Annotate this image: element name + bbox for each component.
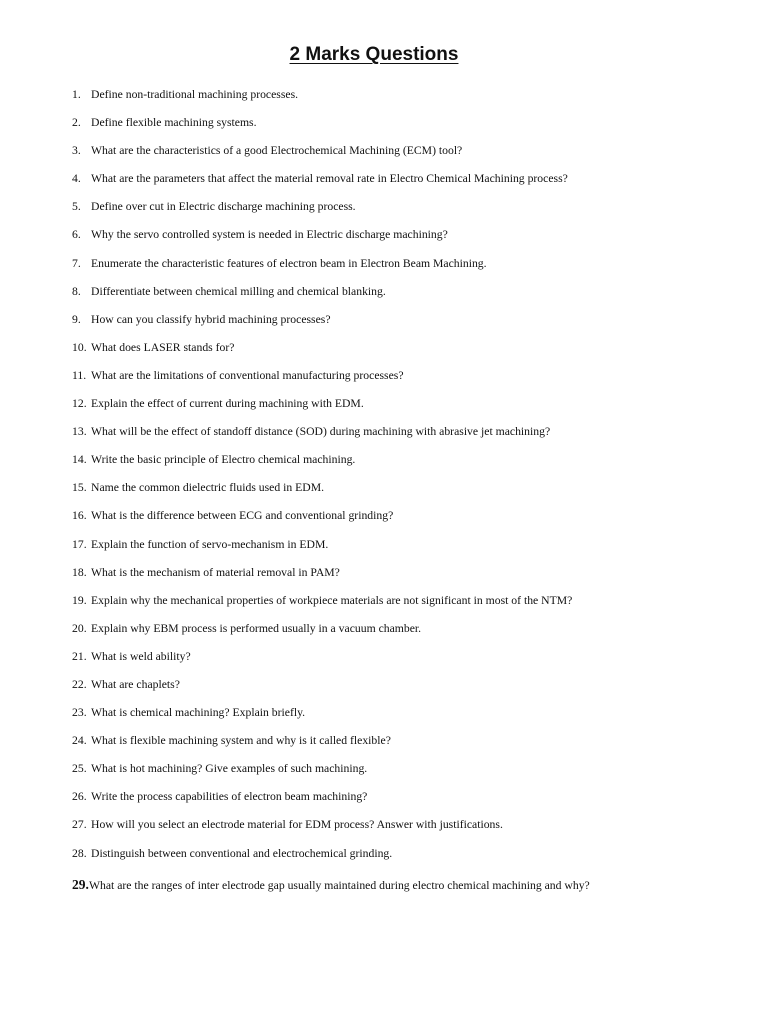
question-item [72,115,752,143]
question-text: How can you classify hybrid machining processes? [91,312,331,326]
question-text: Write the basic principle of Electro chemical machining. [91,453,356,467]
question-number: 26. [72,790,87,804]
question-number: 5. [72,200,81,214]
question-item [72,284,752,312]
question-text: What are the limitations of conventional manufacturing processes? [91,368,404,382]
question-item [72,877,752,905]
question-item [72,705,752,733]
question-text: Enumerate the characteristic features of electron beam in Electron Beam Machining. [91,256,487,270]
question-number: 22. [72,677,87,691]
question-number: 7. [72,256,81,270]
question-text: What is hot machining? Give examples of such machining. [91,762,368,776]
question-text: Explain why EBM process is performed usually in a vacuum chamber. [91,621,422,635]
question-number: 11. [72,368,87,382]
question-item [72,143,752,171]
question-item [72,789,752,817]
question-text: Define over cut in Electric discharge machining process. [91,200,356,214]
question-number: 17. [72,537,87,551]
question-number: 29. [72,876,89,892]
question-number: 21. [72,649,87,663]
question-text: What does LASER stands for? [91,340,235,354]
question-text: What are the characteristics of a good Electrochemical Machining (ECM) tool? [91,144,463,158]
question-text: What are the ranges of inter electrode gap usually maintained during electro chemical machining and why? [89,878,590,892]
question-number: 24. [72,734,87,748]
question-number: 28. [72,846,87,860]
question-text: What will be the effect of standoff distance (SOD) during machining with abrasive jet machining? [91,425,551,439]
question-item [72,621,752,649]
question-item [72,846,752,874]
question-text: Differentiate between chemical milling and chemical blanking. [91,284,386,298]
question-text: What are chaplets? [91,677,180,691]
question-number: 16. [72,509,87,523]
question-text: How will you select an electrode material for EDM process? Answer with justifications. [91,818,503,832]
question-number: 2. [72,116,81,130]
question-list [72,87,752,905]
question-text: What is chemical machining? Explain briefly. [91,706,306,720]
question-number: 1. [72,88,81,101]
question-number: 12. [72,397,87,411]
question-item [72,649,752,677]
question-number: 19. [72,593,87,607]
question-number: 6. [72,228,81,242]
question-item [72,537,752,565]
page-title: 2 Marks Questions [289,44,459,65]
question-item [72,761,752,789]
question-text: Name the common dielectric fluids used in EDM. [91,481,325,495]
question-number: 13. [72,425,87,439]
question-number: 20. [72,621,87,635]
question-item [72,87,752,115]
question-number: 18. [72,565,87,579]
question-number: 25. [72,762,87,776]
question-text: Define non-traditional machining processes. [91,88,299,101]
question-text: What is flexible machining system and why is it called flexible? [91,734,391,748]
question-item [72,256,752,284]
question-item [72,424,752,452]
question-number: 23. [72,706,87,720]
question-number: 8. [72,284,81,298]
question-text: What is weld ability? [91,649,191,663]
question-item [72,480,752,508]
question-number: 4. [72,172,81,186]
question-item [72,677,752,705]
question-text: Distinguish between conventional and electrochemical grinding. [91,846,393,860]
question-text: Explain the function of servo-mechanism in EDM. [91,537,329,551]
question-number: 27. [72,818,87,832]
question-item [72,227,752,255]
question-number: 10. [72,340,87,354]
question-item [72,452,752,480]
question-text: What is the mechanism of material removal in PAM? [91,565,340,579]
question-text: What is the difference between ECG and conventional grinding? [91,509,394,523]
question-number: 15. [72,481,87,495]
question-item [72,171,752,199]
question-item [72,733,752,761]
question-item [72,199,752,227]
question-text: Write the process capabilities of electron beam machining? [91,790,368,804]
question-item [72,340,752,368]
question-text: Why the servo controlled system is needed in Electric discharge machining? [91,228,448,242]
question-item [72,396,752,424]
question-item [72,312,752,340]
question-item [72,508,752,536]
question-item [72,817,752,845]
question-item [72,593,752,621]
question-text: What are the parameters that affect the material removal rate in Electro Chemical Machining process? [91,172,568,186]
question-number: 3. [72,144,81,158]
question-text: Explain why the mechanical properties of workpiece materials are not significant in most of the NTM? [91,593,573,607]
question-number: 9. [72,312,81,326]
question-item [72,368,752,396]
question-item [72,565,752,593]
question-number: 14. [72,453,87,467]
question-text: Explain the effect of current during machining with EDM. [91,397,364,411]
question-text: Define flexible machining systems. [91,116,257,130]
